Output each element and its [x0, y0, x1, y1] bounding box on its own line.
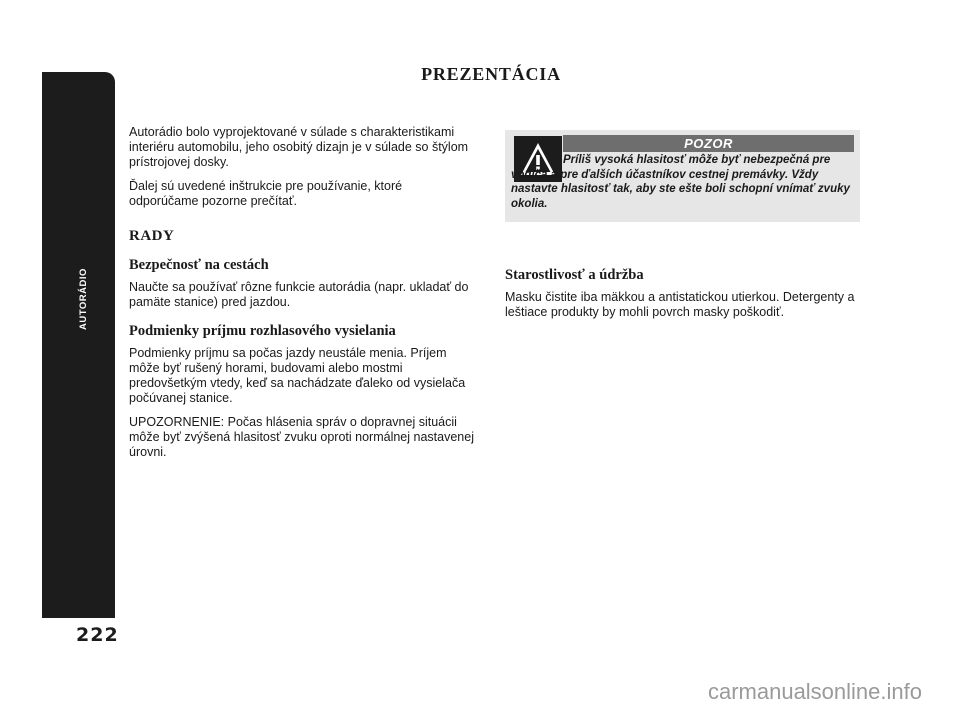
side-tab-label: AUTORÁDIO [78, 268, 89, 330]
intro-paragraph-1: Autorádio bolo vyprojektované v súlade s charakteristikami interiéru automobilu, jeho osobitý dizajn je v súlade so štýlom prístrojovej dosky. [129, 125, 469, 169]
note-text: UPOZORNENIE: Počas hlásenia správ o dopravnej situácii môže byť zvýšená hlasitosť zvuku oproti normálnej nastavenej úrovni. [129, 415, 474, 459]
page-number: 222 [76, 624, 119, 646]
care-heading: Starostlivosť a údržba [505, 267, 644, 283]
side-tab [42, 72, 115, 618]
safety-heading: Bezpečnosť na cestách [129, 257, 269, 273]
warning-heading: POZOR [563, 135, 854, 152]
warning-text: Príliš vysoká hlasitosť môže byť nebezpečná pre vodiča a pre ďalších účastníkov cestnej premávky. Vždy nastavte hlasitosť tak, aby ste ešte boli schopní vnímať zvuky okolia. [511, 154, 850, 210]
safety-text: Naučte sa používať rôzne funkcie autorádia (napr. ukladať do pamäte stanice) pred jazdou. [129, 280, 469, 309]
right-column [505, 264, 860, 329]
page-title: PREZENTÁCIA [421, 64, 561, 84]
warning-box [505, 130, 860, 222]
reception-heading: Podmienky príjmu rozhlasového vysielania [129, 323, 396, 339]
reception-text: Podmienky príjmu sa počas jazdy neustále menia. Príjem môže byť rušený horami, budovami alebo mostmi predovšetkým vtedy, keď sa nachádzate ďaleko od vysielača počúvanej stanice. [129, 346, 466, 405]
left-column [129, 125, 474, 469]
care-text: Masku čistite iba mäkkou a antistatickou utierkou. Detergenty a leštiace produkty by mohli povrch masky poškodiť. [505, 290, 855, 319]
watermark: carmanualsonline.info [707, 679, 922, 704]
intro-paragraph-2: Ďalej sú uvedené inštrukcie pre používanie, ktoré odporúčame pozorne prečítať. [129, 179, 403, 208]
section-heading-rady: RADY [129, 228, 175, 244]
